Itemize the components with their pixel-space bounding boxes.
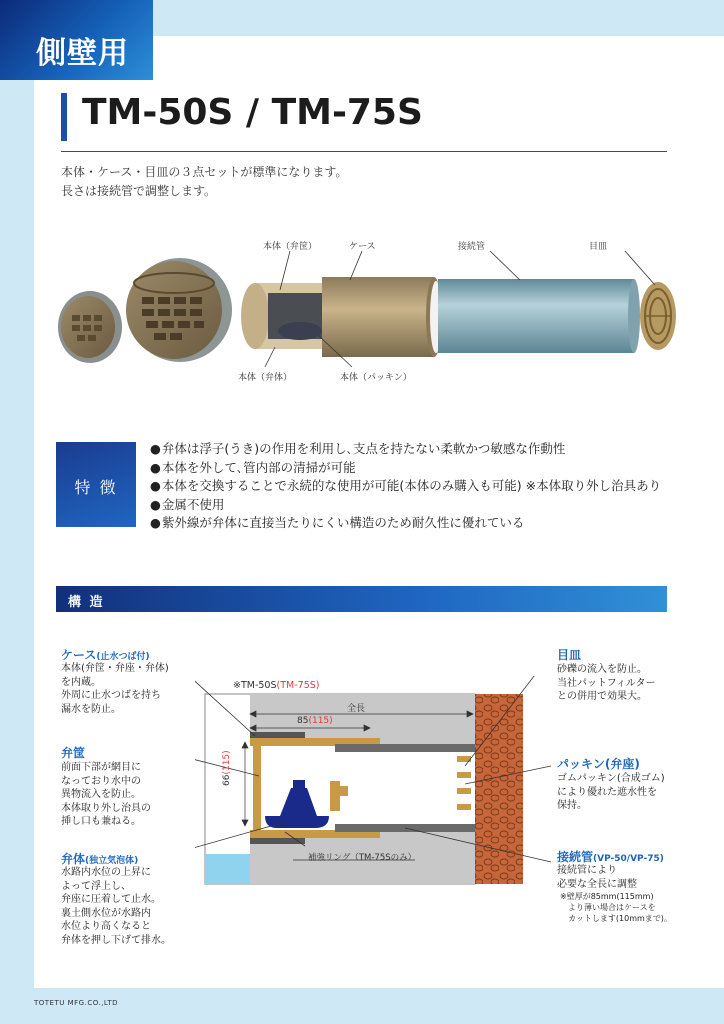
valve-body-heading: 弁体(独立気泡体): [61, 852, 139, 866]
category-tab: [0, 0, 153, 80]
length-dimension: 85(115): [297, 716, 333, 726]
pipe-description: 接続管により 必要な全長に調整: [557, 865, 637, 890]
feature-item: ● 金属不使用: [150, 496, 661, 515]
pipe-heading: 接続管(VP-50/VP-75): [557, 850, 664, 864]
features-label: 特 徴: [74, 478, 118, 497]
title-accent-bar: [61, 93, 67, 141]
title-divider: [61, 151, 667, 152]
packing-heading: パッキン(弁座): [557, 757, 640, 771]
label-body-valve: 本体（弁体）: [238, 373, 293, 383]
intro-line: 本体・ケース・目皿の３点セットが標準になります。: [61, 165, 348, 179]
valve-body-description: 水路内水位の上昇に よって浮上し、 弁座に圧着して止水。 裏土側水位が水路内 水位より高くなると 弁体を押し下げて排水。: [61, 867, 171, 946]
label-body-packing: 本体（パッキン）: [340, 373, 412, 383]
features-list: [150, 440, 661, 533]
features-label-box: [56, 442, 136, 527]
total-length-label: 全長: [347, 704, 366, 714]
company-footer: TOTETU MFG.CO.,LTD: [34, 999, 118, 1007]
grate-heading: 目皿: [557, 648, 582, 662]
page-title: TM-50S / TM-75S: [82, 92, 423, 133]
reinforcement-ring-label: 補強リング（TM-75Sのみ）: [308, 853, 417, 863]
label-body-valve-cage: 本体（弁筐）: [263, 242, 318, 252]
structure-section-title: 構 造: [68, 595, 105, 610]
grate-description: 砂礫の流入を防止。 当社パットフィルター との併用で効果大。: [557, 664, 656, 702]
large-body-unit: [126, 258, 232, 362]
case-description: 本体(弁筐・弁座・弁体) を内蔵。 外周に止水つばを持ち 漏水を防止。: [61, 663, 169, 715]
feature-item: ● 本体を外して､管内部の清掃が可能: [150, 459, 661, 478]
structure-section-bar: [56, 586, 667, 612]
label-connector-pipe: 接続管: [458, 242, 486, 252]
feature-item: ● 弁体は浮子(うき)の作用を利用し､支点を持たない柔軟かつ敏感な作動性: [150, 440, 661, 459]
exploded-assembly: [241, 277, 676, 357]
valve-cage-heading: 弁筐: [61, 746, 86, 760]
valve-cage-description: 前面下部が網目に なっており水中の 異物流入を防止。 本体取り外し治具の 挿し口も兼ねる。: [61, 762, 151, 827]
label-grate: 目皿: [589, 242, 608, 252]
feature-item: ● 本体を交換することで永続的な使用が可能(本体のみ購入も可能) ※本体取り外し治具あり: [150, 477, 661, 496]
case-heading: ケース(止水つば付): [61, 648, 150, 662]
intro-text: [61, 163, 347, 201]
category-label: 側壁用: [36, 36, 129, 71]
height-dimension: 66(115): [222, 750, 232, 786]
intro-line: 長さは接続管で調整します。: [61, 184, 217, 198]
model-note: ※TM-50S(TM-75S): [233, 680, 320, 691]
feature-item: ● 紫外線が弁体に直接当たりにくい構造のため耐久性に優れている: [150, 514, 661, 533]
small-body-unit: [58, 291, 122, 363]
packing-description: ゴムパッキン(合成ゴム) により優れた遮水性を 保持。: [557, 773, 665, 811]
label-case: ケース: [349, 242, 376, 252]
pipe-note: ※壁厚が85mm(115mm) より薄い場合はケースを カットします(10mmまで)。: [560, 892, 672, 923]
